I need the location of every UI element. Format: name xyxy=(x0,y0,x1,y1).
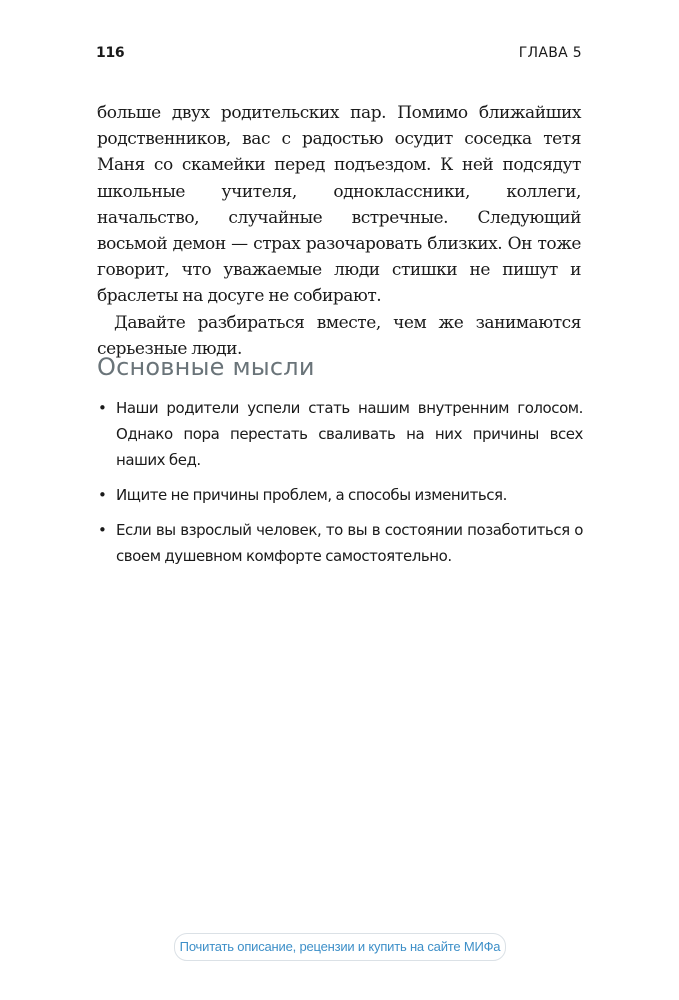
section-heading: Основные мысли xyxy=(97,353,315,381)
list-item xyxy=(97,517,583,569)
paragraph: Давайте разбираться вместе, чем же занимаются серьезные люди. xyxy=(97,312,581,359)
body-text xyxy=(97,100,581,362)
chapter-label: ГЛАВА 5 xyxy=(518,45,582,61)
bullet-icon: • xyxy=(98,486,107,504)
bullet-icon: • xyxy=(98,399,107,417)
list-item-text: Ищите не причины проблем, а способы измениться. xyxy=(116,486,507,504)
list-item-text: Наши родители успели стать нашим внутренним голосом. Однако пора перестать сваливать на них причины всех наших бед. xyxy=(116,399,583,469)
page-number: 116 xyxy=(96,45,125,61)
key-points-list xyxy=(97,395,583,578)
list-item xyxy=(97,395,583,473)
paragraph: больше двух родительских пар. Помимо ближайших родственников, вас с радостью осудит соседка тетя Маня со скамейки перед подъездом. К ней подсядут школьные учителя, одноклассники, коллеги, начальство, случайные встречные. Следующий восьмой демон — страх разочаровать близких. Он тоже говорит, что уважаемые люди стишки не пишут и браслеты на досуге не собирают. xyxy=(97,103,581,307)
buy-on-mif-link[interactable]: Почитать описание, рецензии и купить на сайте МИФа xyxy=(174,933,506,961)
list-item xyxy=(97,482,583,508)
list-item-text: Если вы взрослый человек, то вы в состоянии позаботиться о своем душевном комфорте самостоятельно. xyxy=(116,521,583,565)
bullet-icon: • xyxy=(98,521,107,539)
